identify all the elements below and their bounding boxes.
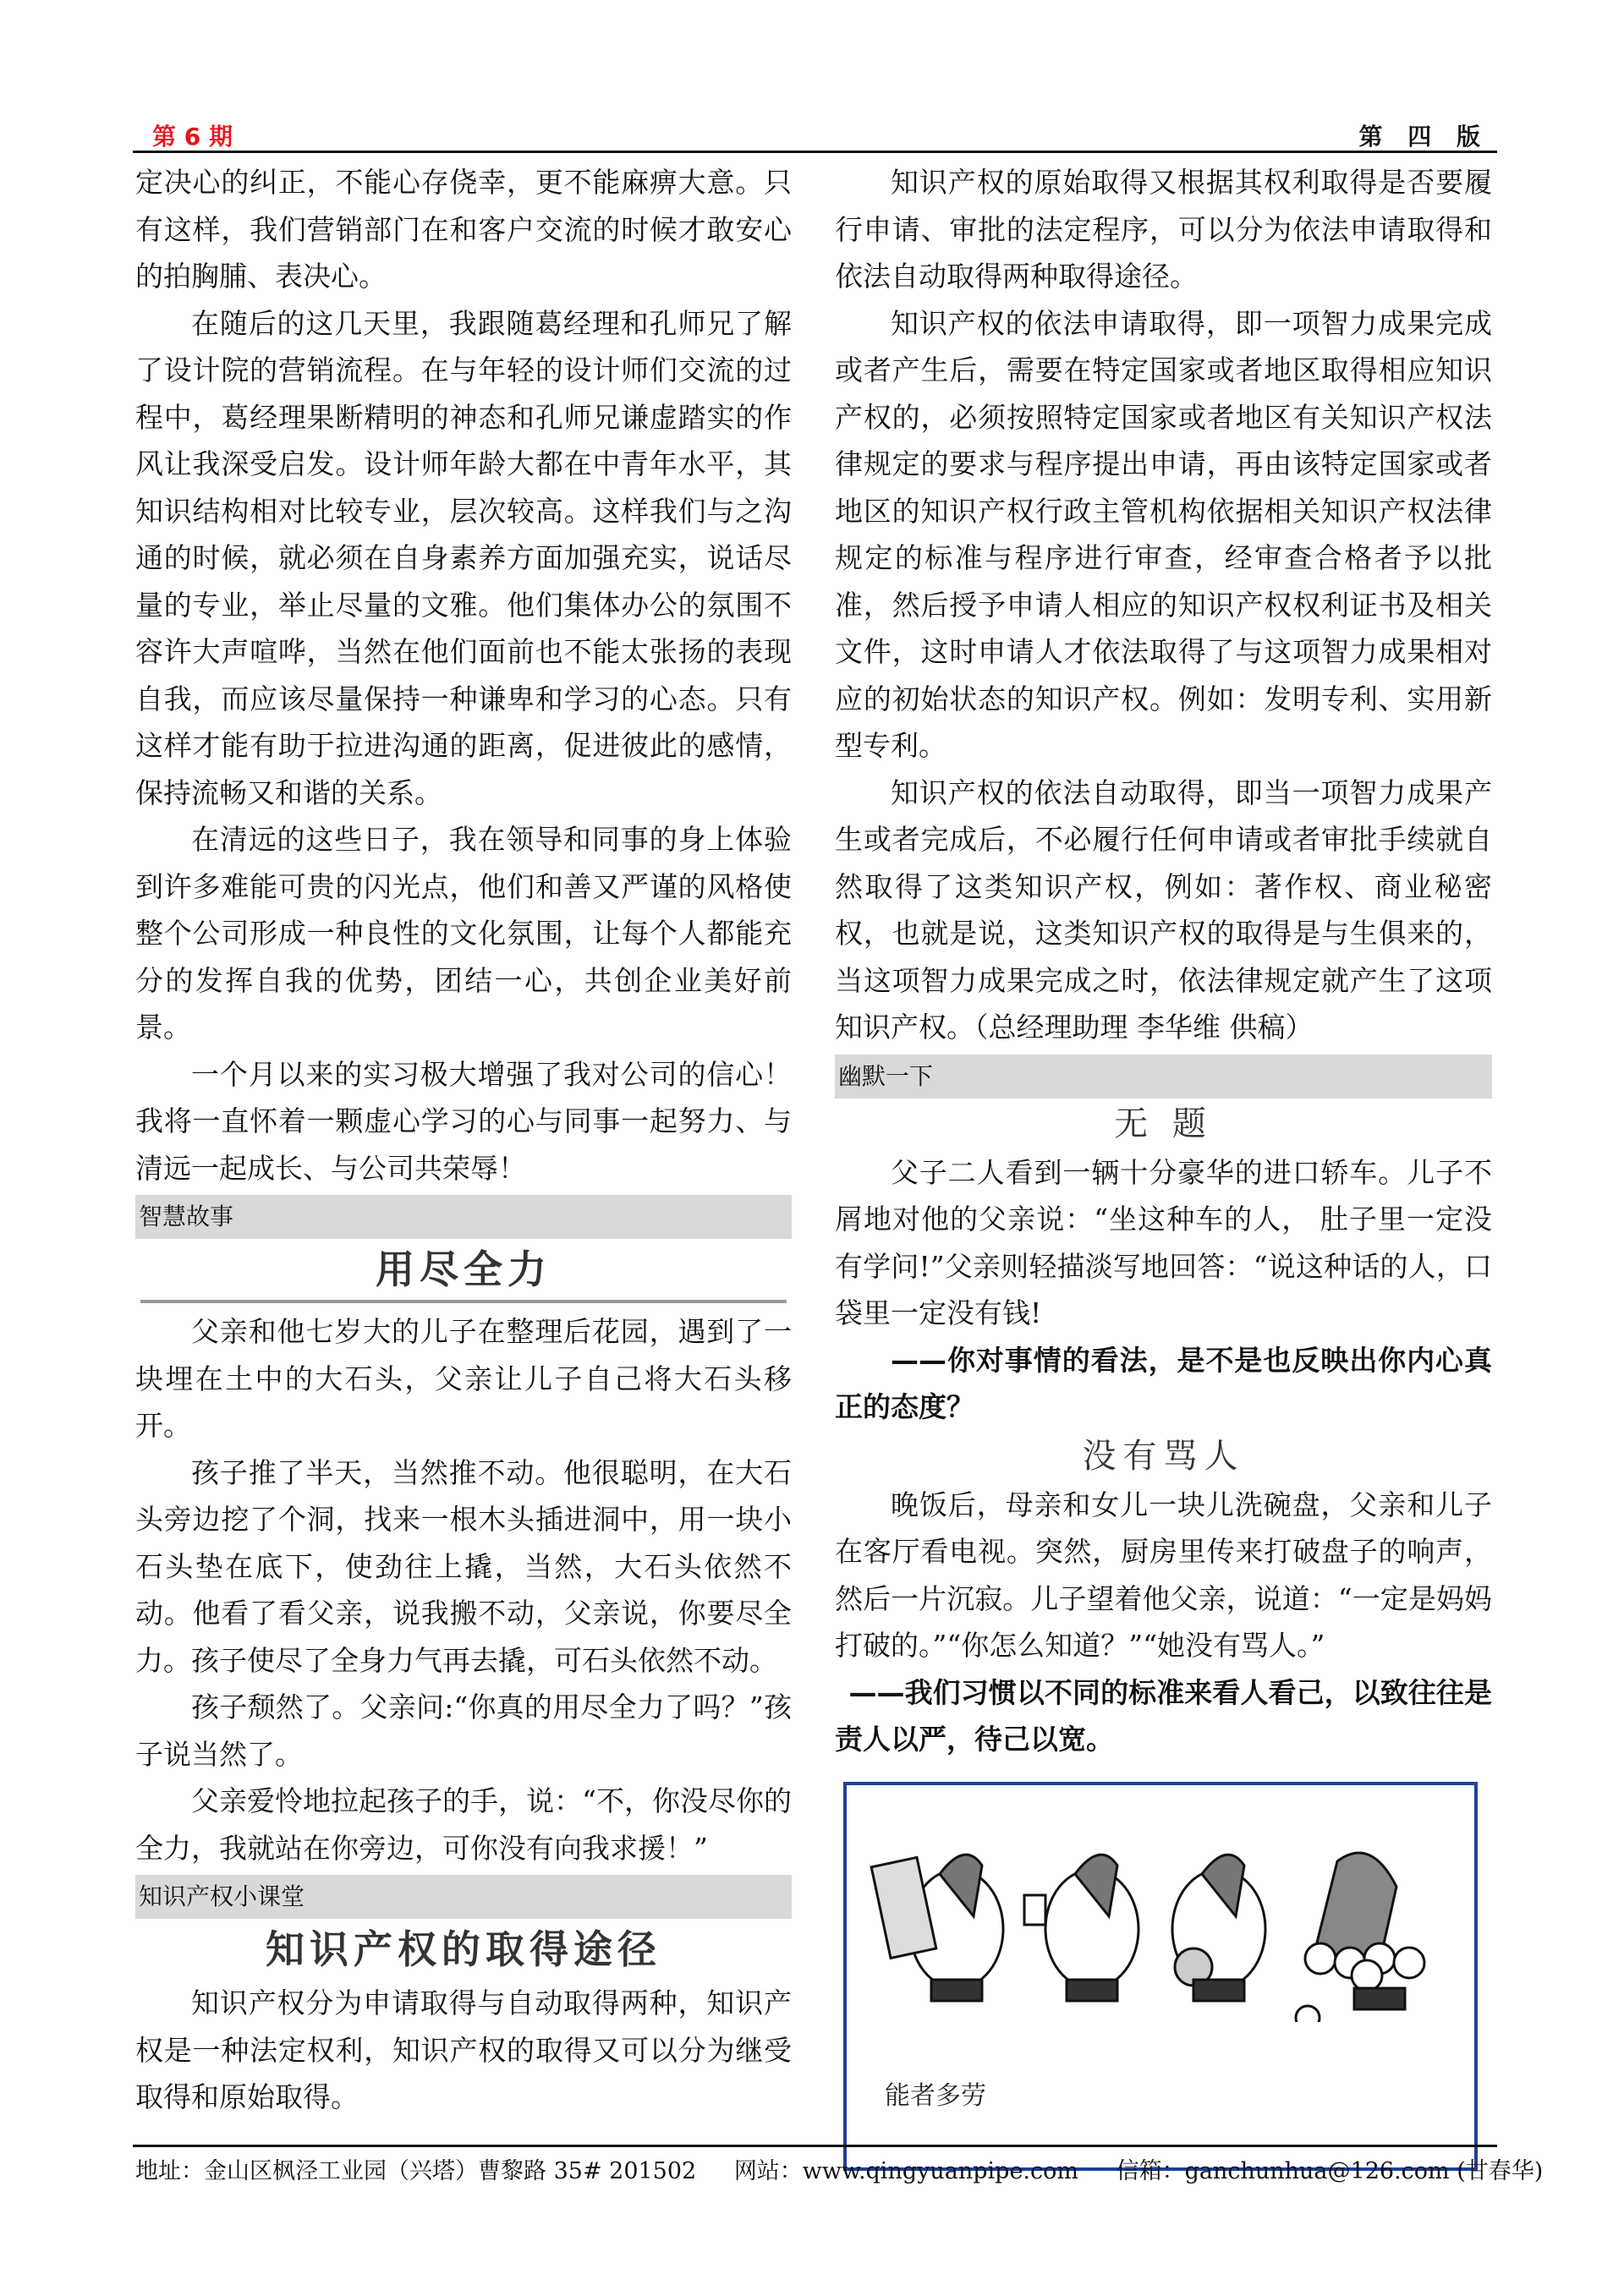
footer-rule (133, 2145, 1497, 2147)
edition-label: 第 四 版 (1358, 123, 1489, 151)
joke-moral: ——我们习惯以不同的标准来看人看己，以致往往是责人以严，待己以宽。 (835, 1675, 1492, 1756)
ip-paragraph: 知识产权的依法申请取得，即一项智力成果完成或者产生后，需要在特定国家或者地区取得相应知识产权的，必须按照特定国家或者地区有关知识产权法律规定的要求与程序提出申请，再由该特定国家或者地区的知识产权行政主管机构依据相关知识产权法律规定的标准与程序进行审查，经审查合格者予以批准，然后授予申请人相应的知识产权权利证书及相关文件，这时申请人才依法取得了与这项智力成果相对应的初始状态的知识产权。例如：发明专利、实用新型专利。 (835, 306, 1492, 762)
footer-email[interactable]: 信箱：ganchunhua@126.com (甘春华) (1116, 2158, 1544, 2184)
joke-paragraph: 父子二人看到一辆十分豪华的进口轿车。儿子不屑地对他的父亲说：“坐这种车的人， 肚子里一定没有学问!”父亲则轻描淡写地回答：“说这种话的人，口袋里一定没有钱! (835, 1155, 1492, 1329)
article-paragraph: 定决心的纠正，不能心存侥幸，更不能麻痹大意。只有这样，我们营销部门在和客户交流的时候才敢安心的拍胸脯、表决心。 (135, 166, 792, 293)
ip-paragraph: 知识产权的依法自动取得，即当一项智力成果产生或者完成后，不必履行任何申请或者审批手续就自然取得了这类知识产权，例如：著作权、商业秘密权，也就是说，这类知识产权的取得是与生俱来的，当这项智力成果完成之时，依法律规定就产生了这项知识产权。（总经理助理 李华维 供稿） (835, 775, 1492, 1044)
joke-moral: ——你对事情的看法，是不是也反映出你内心真正的态度？ (835, 1343, 1492, 1423)
section-label-wisdom: 智慧故事 (135, 1195, 792, 1239)
joke-title-1: 无 题 (1114, 1104, 1213, 1143)
story-paragraph: 孩子推了半天，当然推不动。他很聪明，在大石头旁边挖了个洞，找来一根木头插进洞中，用一块小石头垫在底下，使劲往上撬，当然，大石头依然不动。他看了看父亲，说我搬不动，父亲说，你要尽全力。孩子使尽了全身力气再去撬，可石头依然不动。 (135, 1455, 792, 1677)
footer (135, 2152, 1544, 2185)
cartoon-frame (843, 1782, 1478, 2171)
joke-title-2: 没有骂人 (1082, 1436, 1245, 1476)
left-column (135, 159, 792, 2121)
footer-website[interactable]: 网站：www.qingyuanpipe.com (733, 2158, 1078, 2184)
article-paragraph: 在清远的这些日子，我在领导和同事的身上体验到许多难能可贵的闪光点，他们和善又严谨的风格使整个公司形成一种良性的文化氛围，让每个人都能充分的发挥自我的优势，团结一心，共创企业美好前景。 (135, 823, 792, 1044)
ip-paragraph: 知识产权分为申请取得与自动取得两种，知识产权是一种法定权利，知识产权的取得又可以分为继受取得和原始取得。 (135, 1986, 792, 2113)
article-paragraph: 一个月以来的实习极大增强了我对公司的信心！我将一直怀着一颗虚心学习的心与同事一起努力、与清远一起成长、与公司共荣辱！ (135, 1057, 792, 1185)
section-label-humor: 幽默一下 (835, 1055, 1492, 1099)
ip-paragraph: 知识产权的原始取得又根据其权利取得是否要履行申请、审批的法定程序，可以分为依法申请取得和依法自动取得两种取得途径。 (835, 166, 1492, 293)
header-rule (133, 151, 1497, 153)
footer-address: 地址：金山区枫泾工业园（兴塔）曹黎路 35# 201502 (135, 2158, 697, 2184)
story-paragraph: 父亲和他七岁大的儿子在整理后花园，遇到了一块埋在土中的大石头，父亲让儿子自己将大石头移开。 (135, 1315, 792, 1442)
cartoon-caption: 能者多劳 (885, 2080, 986, 2111)
story-title: 用尽全力 (376, 1247, 551, 1292)
right-column (835, 159, 1492, 2171)
story-paragraph: 孩子颓然了。父亲问:“你真的用尽全力了吗？”孩子说当然了。 (135, 1690, 792, 1771)
ip-article-title: 知识产权的取得途径 (266, 1926, 661, 1972)
issue-number: 第 6 期 (152, 123, 233, 151)
hens-cartoon-illustration (864, 1811, 1456, 2022)
story-paragraph: 父亲爱怜地拉起孩子的手，说：“不，你没尽你的全力，我就站在你旁边，可你没有向我求援！” (135, 1784, 792, 1865)
article-paragraph: 在随后的这几天里，我跟随葛经理和孔师兄了解了设计院的营销流程。在与年轻的设计师们交流的过程中，葛经理果断精明的神态和孔师兄谦虚踏实的作风让我深受启发。设计师年龄大都在中青年水平，其知识结构相对比较专业，层次较高。这样我们与之沟通的时候，就必须在自身素养方面加强充实，说话尽量的专业，举止尽量的文雅。他们集体办公的氛围不容许大声喧哗，当然在他们面前也不能太张扬的表现自我，而应该尽量保持一种谦卑和学习的心态。只有这样才能有助于拉进沟通的距离，促进彼此的感情，保持流畅又和谐的关系。 (135, 306, 792, 809)
joke-paragraph: 晚饭后，母亲和女儿一块儿洗碗盘，父亲和儿子在客厅看电视。突然，厨房里传来打破盘子的响声，然后一片沉寂。儿子望着他父亲，说道：“一定是妈妈打破的。”“你怎么知道？”“她没有骂人。” (835, 1488, 1492, 1662)
section-label-ip: 知识产权小课堂 (135, 1875, 792, 1919)
title-divider (140, 1300, 787, 1303)
